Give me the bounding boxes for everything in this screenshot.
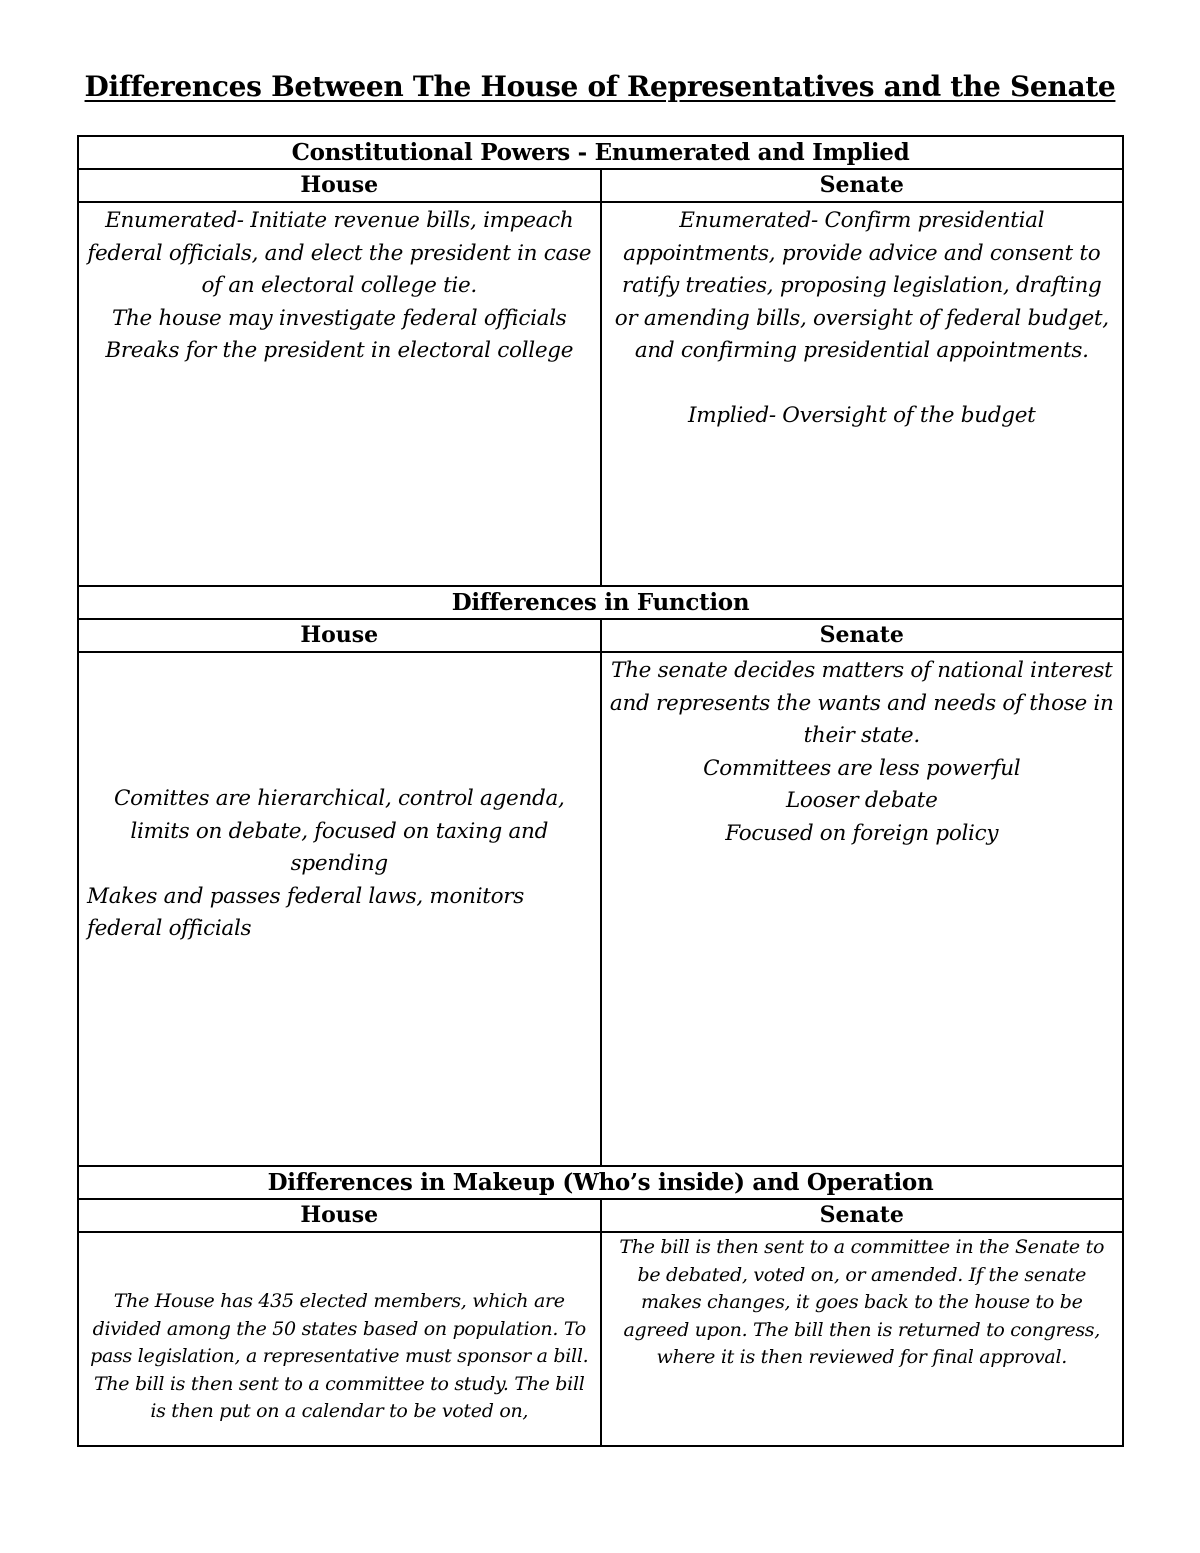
senate-column-heading: Senate: [601, 169, 1124, 202]
column-heading-row: [78, 1199, 1123, 1232]
senate-function-matters: The senate decides matters of national interest and represents the wants and needs of those in their state.: [609, 658, 1114, 748]
house-powers-cell: [78, 202, 601, 586]
column-heading-row: [78, 619, 1123, 652]
page-title: Differences Between The House of Representatives and the Senate: [84, 70, 1116, 103]
section-heading-makeup: Differences in Makeup (Who’s inside) and Operation: [78, 1166, 1123, 1199]
house-powers-enumerated: Enumerated- Initiate revenue bills, impeach federal officials, and elect the president in case of an electoral college tie.: [87, 208, 592, 298]
senate-powers-enumerated: Enumerated- Confirm presidential appointments, provide advice and consent to ratify treaties, proposing legislation, drafting or amending bills, oversight of federal budget, and confirming presidential appointments.: [614, 208, 1109, 363]
comparison-table: [77, 135, 1124, 1447]
senate-function-committees: Committees are less powerful: [703, 755, 1021, 781]
senate-powers-implied: Implied- Oversight of the budget: [688, 402, 1036, 428]
function-content-row: [78, 652, 1123, 1166]
section-heading-powers: Constitutional Powers - Enumerated and Implied: [78, 136, 1123, 169]
powers-content-row: [78, 202, 1123, 586]
makeup-content-row: [78, 1232, 1123, 1446]
house-function-laws: Makes and passes federal laws, monitors federal officials: [87, 883, 524, 941]
house-makeup-text: The House has 435 elected members, which are divided among the 50 states based on population. To pass legislation, a representative must sponsor a bill. The bill is then sent to a committee to study. The bill is then put on a calendar to be voted on,: [90, 1290, 589, 1422]
senate-column-heading: Senate: [601, 619, 1124, 652]
house-column-heading: House: [78, 1199, 601, 1232]
house-function-committees: Comittes are hierarchical, control agenda, limits on debate, focused on taxing and spending: [113, 786, 565, 876]
house-makeup-cell: [78, 1232, 601, 1446]
senate-makeup-text: The bill is then sent to a committee in the Senate to be debated, voted on, or amended. If the senate makes changes, it goes back to the house to be agreed upon. The bill then is returned to congress, where it is then reviewed for final approval.: [619, 1236, 1105, 1368]
senate-function-cell: [601, 652, 1124, 1166]
house-column-heading: House: [78, 619, 601, 652]
house-column-heading: House: [78, 169, 601, 202]
section-heading-function: Differences in Function: [78, 586, 1123, 619]
section-heading-row: [78, 586, 1123, 619]
house-function-cell: [78, 652, 601, 1166]
senate-function-foreign: Focused on foreign policy: [725, 820, 999, 846]
house-powers-electoral: Breaks for the president in electoral college: [105, 338, 574, 363]
senate-column-heading: Senate: [601, 1199, 1124, 1232]
section-heading-row: [78, 1166, 1123, 1199]
column-heading-row: [78, 169, 1123, 202]
section-heading-row: [78, 136, 1123, 169]
senate-powers-cell: [601, 202, 1124, 586]
senate-function-debate: Looser debate: [785, 788, 938, 813]
house-powers-investigate: The house may investigate federal officials: [111, 305, 567, 331]
senate-makeup-cell: [601, 1232, 1124, 1446]
